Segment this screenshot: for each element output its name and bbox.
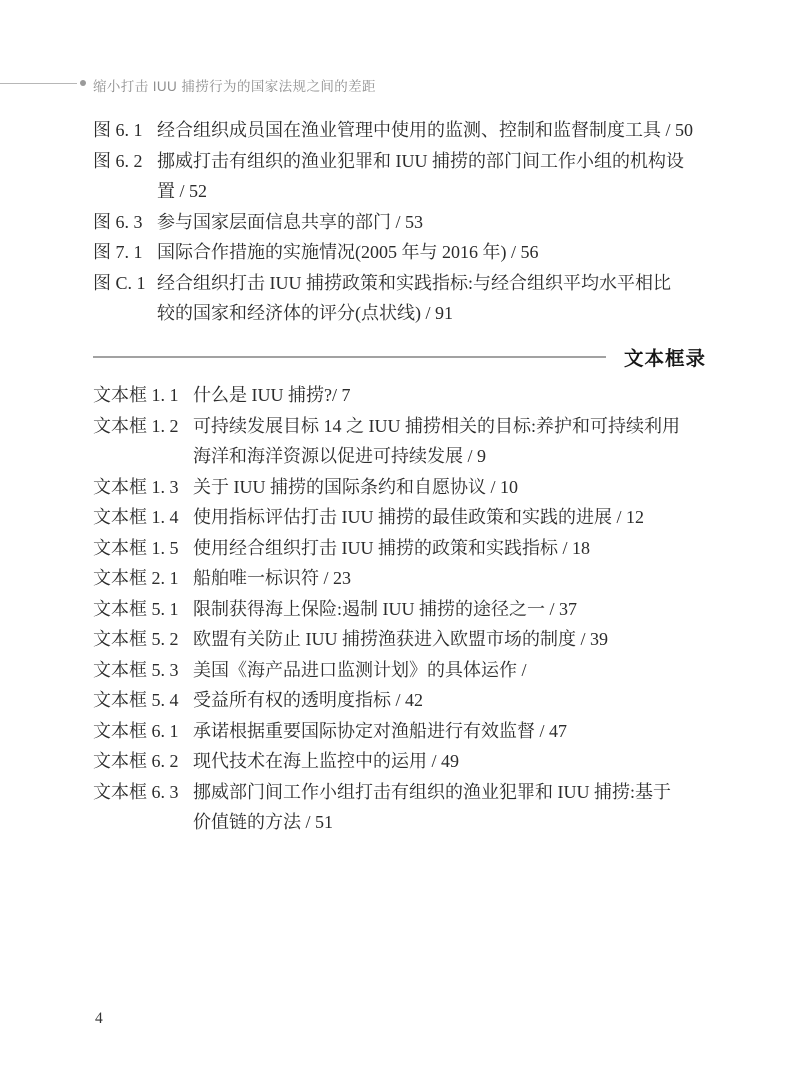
box-entry	[93, 594, 706, 625]
box-title-line: 使用指标评估打击 IUU 捕捞的最佳政策和实践的进展 / 12	[193, 507, 644, 527]
figure-title-line: 经合组织打击 IUU 捕捞政策和实践指标:与经合组织平均水平相比	[157, 272, 671, 293]
figure-label: 图 6. 1	[93, 120, 143, 140]
box-title	[193, 563, 706, 594]
box-title	[193, 594, 706, 625]
boxes-section-heading: 文本框录	[623, 348, 706, 370]
box-title-line: 承诺根据重要国际协定对渔船进行有效监督 / 47	[193, 720, 567, 741]
figure-title	[157, 115, 706, 146]
box-title	[193, 380, 706, 411]
figure-title-line: 参与国家层面信息共享的部门 / 53	[157, 211, 423, 232]
figure-entry	[93, 207, 706, 238]
figure-entry	[93, 146, 706, 207]
box-title-line: 美国《海产品进口监测计划》的具体运作 /	[193, 659, 527, 680]
box-label: 文本框 1. 3	[93, 476, 179, 497]
box-title-line: 限制获得海上保险:遏制 IUU 捕捞的途径之一 / 37	[193, 598, 577, 619]
figure-title	[157, 146, 706, 207]
box-label: 文本框 6. 2	[93, 751, 179, 771]
box-title-line: 使用经合组织打击 IUU 捕捞的政策和实践指标 / 18	[193, 537, 590, 558]
boxes-list	[93, 380, 706, 838]
box-title-line: 挪威部门间工作小组打击有组织的渔业犯罪和 IUU 捕捞:基于	[193, 781, 671, 802]
page-number: 4	[95, 1010, 103, 1027]
figure-label: 图 7. 1	[93, 242, 143, 262]
figures-list	[93, 115, 706, 329]
box-label: 文本框 5. 4	[93, 690, 179, 710]
running-header-title: 缩小打击 IUU 捕捞行为的国家法规之间的差距	[93, 79, 376, 94]
box-label: 文本框 1. 5	[93, 537, 179, 558]
box-label: 文本框 5. 1	[93, 598, 179, 619]
figure-label: 图 6. 3	[93, 211, 143, 232]
box-title-line: 什么是 IUU 捕捞?/ 7	[193, 385, 351, 405]
box-label: 文本框 1. 2	[93, 415, 179, 436]
header-rule	[0, 83, 77, 84]
box-entry	[93, 502, 706, 533]
box-title	[193, 716, 706, 747]
box-title	[193, 655, 706, 686]
figure-title	[157, 207, 706, 238]
box-label: 文本框 5. 2	[93, 629, 179, 649]
box-entry	[93, 472, 706, 503]
box-entry	[93, 411, 706, 472]
figure-title-line: 置 / 52	[157, 181, 208, 201]
figure-entry	[93, 237, 706, 268]
box-label: 文本框 2. 1	[93, 568, 179, 588]
box-entry	[93, 563, 706, 594]
box-title	[193, 685, 706, 716]
figure-title	[157, 268, 706, 329]
box-label: 文本框 6. 3	[93, 781, 179, 802]
figure-label: 图 6. 2	[93, 150, 143, 171]
figure-title-line: 经合组织成员国在渔业管理中使用的监测、控制和监督制度工具 / 50	[157, 120, 693, 140]
box-label: 文本框 1. 1	[93, 385, 179, 405]
figure-title	[157, 237, 706, 268]
figure-label: 图 C. 1	[93, 272, 146, 293]
box-title	[193, 411, 706, 472]
box-title	[193, 502, 706, 533]
bullet-dot-icon	[80, 80, 86, 86]
box-title-line: 欧盟有关防止 IUU 捕捞渔获进入欧盟市场的制度 / 39	[193, 629, 608, 649]
box-title	[193, 624, 706, 655]
box-entry	[93, 685, 706, 716]
box-title-line: 现代技术在海上监控中的运用 / 49	[193, 751, 459, 771]
box-label: 文本框 1. 4	[93, 507, 179, 527]
box-title	[193, 533, 706, 564]
box-title	[193, 746, 706, 777]
box-title-line: 可持续发展目标 14 之 IUU 捕捞相关的目标:养护和可持续利用	[193, 415, 680, 436]
box-title-line: 关于 IUU 捕捞的国际条约和自愿协议 / 10	[193, 476, 518, 497]
box-entry	[93, 624, 706, 655]
box-title-line: 价值链的方法 / 51	[193, 812, 334, 832]
box-entry	[93, 716, 706, 747]
boxes-section-heading-row	[93, 345, 706, 369]
box-label: 文本框 5. 3	[93, 659, 179, 680]
box-entry	[93, 746, 706, 777]
box-title	[193, 777, 706, 838]
box-entry	[93, 777, 706, 838]
box-entry	[93, 533, 706, 564]
box-label: 文本框 6. 1	[93, 720, 179, 741]
figure-title-line: 国际合作措施的实施情况(2005 年与 2016 年) / 56	[157, 242, 539, 262]
figure-entry	[93, 115, 706, 146]
box-title-line: 船舶唯一标识符 / 23	[193, 568, 352, 588]
box-entry	[93, 655, 706, 686]
figure-title-line: 挪威打击有组织的渔业犯罪和 IUU 捕捞的部门间工作小组的机构设	[157, 150, 684, 171]
box-title-line: 受益所有权的透明度指标 / 42	[193, 690, 423, 710]
box-title	[193, 472, 706, 503]
box-title-line: 海洋和海洋资源以促进可持续发展 / 9	[193, 446, 486, 466]
box-entry	[93, 380, 706, 411]
figure-title-line: 较的国家和经济体的评分(点状线) / 91	[157, 303, 453, 323]
section-rule	[93, 356, 606, 358]
figure-entry	[93, 268, 706, 329]
